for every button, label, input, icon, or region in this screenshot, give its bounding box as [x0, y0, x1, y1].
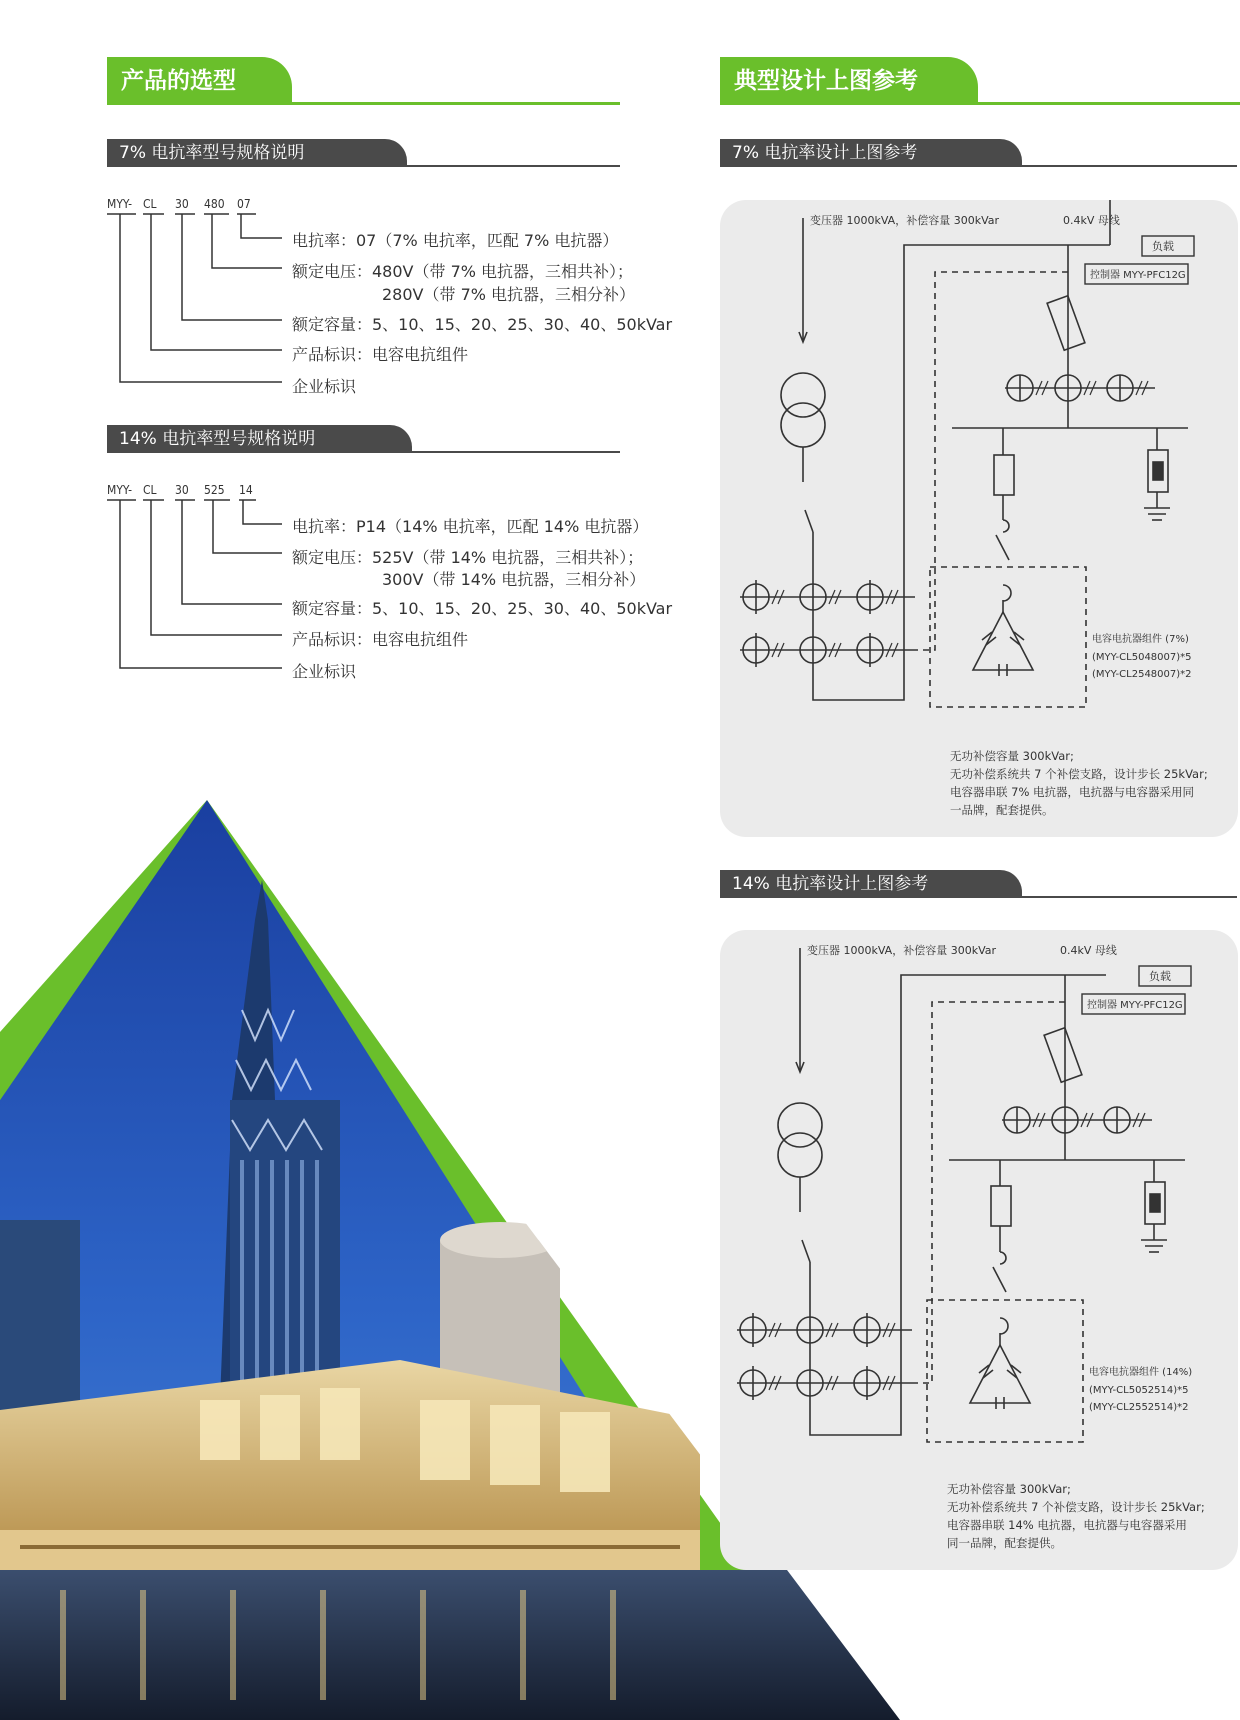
- spec14-code-cl: CL: [143, 483, 157, 497]
- design14-note-2: 无功补偿系统共 7 个补偿支路，设计步长 25kVar;: [947, 1500, 1205, 1514]
- design7-transformer-label: 变压器 1000kVA，补偿容量 300kVar: [810, 214, 1000, 227]
- design7-note-2: 无功补偿系统共 7 个补偿支路，设计步长 25kVar;: [950, 767, 1208, 781]
- design14-component-line-1: 电容电抗器组件 (14%): [1089, 1367, 1193, 1378]
- design14-transformer-label: 变压器 1000kVA，补偿容量 300kVar: [807, 944, 997, 957]
- spec7-line-rate: 电抗率：07（7% 电抗率，匹配 7% 电抗器）: [292, 231, 619, 250]
- design7-title: [720, 139, 1022, 167]
- design14-diagram: [720, 930, 1238, 1570]
- spec7-code-capacity: 30: [175, 197, 189, 211]
- spec7-code-cl: CL: [143, 197, 157, 211]
- spec14-line-voltage-alt: 300V（带 14% 电抗器，三相分补）: [382, 570, 646, 589]
- design14-load-label: 负载: [1149, 970, 1171, 983]
- spec7-code-myy: MYY-: [107, 197, 132, 211]
- design7-note-3: 电容器串联 7% 电抗器，电抗器与电容器采用同: [950, 785, 1195, 799]
- spec7-line-product-id: 产品标识：电容电抗组件: [292, 345, 469, 364]
- spec7-line-company-id: 企业标识: [292, 377, 357, 396]
- section-design-underline: [720, 102, 1240, 105]
- design14-component-line-3: (MYY-CL2552514)*2: [1089, 1402, 1189, 1413]
- design7-component-line-3: (MYY-CL2548007)*2: [1092, 669, 1192, 680]
- design7-note-1: 无功补偿容量 300kVar;: [950, 749, 1074, 763]
- spec14-code-myy: MYY-: [107, 483, 132, 497]
- design14-underline: [720, 896, 1237, 898]
- spec7-line-capacity: 额定容量：5、10、15、20、25、30、40、50kVar: [292, 315, 673, 334]
- spec14-line-product-id: 产品标识：电容电抗组件: [292, 630, 469, 649]
- spec7-line-voltage-alt: 280V（带 7% 电抗器，三相分补）: [382, 285, 636, 304]
- spec7-title-text: 7% 电抗率型号规格说明: [119, 143, 305, 163]
- design14-note-4: 同一品牌，配套提供。: [947, 1536, 1062, 1550]
- design7-component-line-1: 电容电抗器组件 (7%): [1092, 634, 1189, 645]
- design14-note-3: 电容器串联 14% 电抗器，电抗器与电容器采用: [947, 1518, 1187, 1532]
- spec7-code-voltage: 480: [204, 197, 225, 211]
- design7-title-text: 7% 电抗率设计上图参考: [732, 143, 918, 163]
- design7-controller-label: 控制器 MYY-PFC12G: [1090, 270, 1186, 281]
- design14-title: [720, 870, 1022, 898]
- design14-bus-label: 0.4kV 母线: [1060, 944, 1117, 957]
- spec14-title-text: 14% 电抗率型号规格说明: [119, 429, 316, 449]
- section-title-text: 产品的选型: [121, 68, 236, 94]
- design14-component-line-2: (MYY-CL5052514)*5: [1089, 1385, 1189, 1396]
- design7-component-line-2: (MYY-CL5048007)*5: [1092, 652, 1192, 663]
- spec14-code-voltage: 525: [204, 483, 225, 497]
- design7-diagram: [720, 200, 1238, 837]
- design7-bus-label: 0.4kV 母线: [1063, 214, 1120, 227]
- spec14-line-capacity: 额定容量：5、10、15、20、25、30、40、50kVar: [292, 599, 673, 618]
- design7-note-4: 一品牌，配套提供。: [950, 803, 1054, 817]
- spec14-line-rate: 电抗率：P14（14% 电抗率，匹配 14% 电抗器）: [292, 517, 649, 536]
- section-title-design-text: 典型设计上图参考: [734, 68, 918, 94]
- spec14-leader-lines: [0, 0, 640, 700]
- design7-load-label: 负载: [1152, 240, 1174, 253]
- design14-title-text: 14% 电抗率设计上图参考: [732, 874, 929, 894]
- section-title-design: [720, 57, 978, 105]
- spec14-line-company-id: 企业标识: [292, 662, 357, 681]
- design14-note-1: 无功补偿容量 300kVar;: [947, 1482, 1071, 1496]
- spec14-code-rate: 14: [239, 483, 253, 497]
- design7-underline: [720, 165, 1237, 167]
- spec14-code-capacity: 30: [175, 483, 189, 497]
- spec7-line-voltage: 额定电压：480V（带 7% 电抗器，三相共补）；: [292, 262, 634, 281]
- spec14-line-voltage: 额定电压：525V（带 14% 电抗器，三相共补）；: [292, 548, 644, 567]
- spec7-code-rate: 07: [237, 197, 251, 211]
- design14-controller-label: 控制器 MYY-PFC12G: [1087, 1000, 1183, 1011]
